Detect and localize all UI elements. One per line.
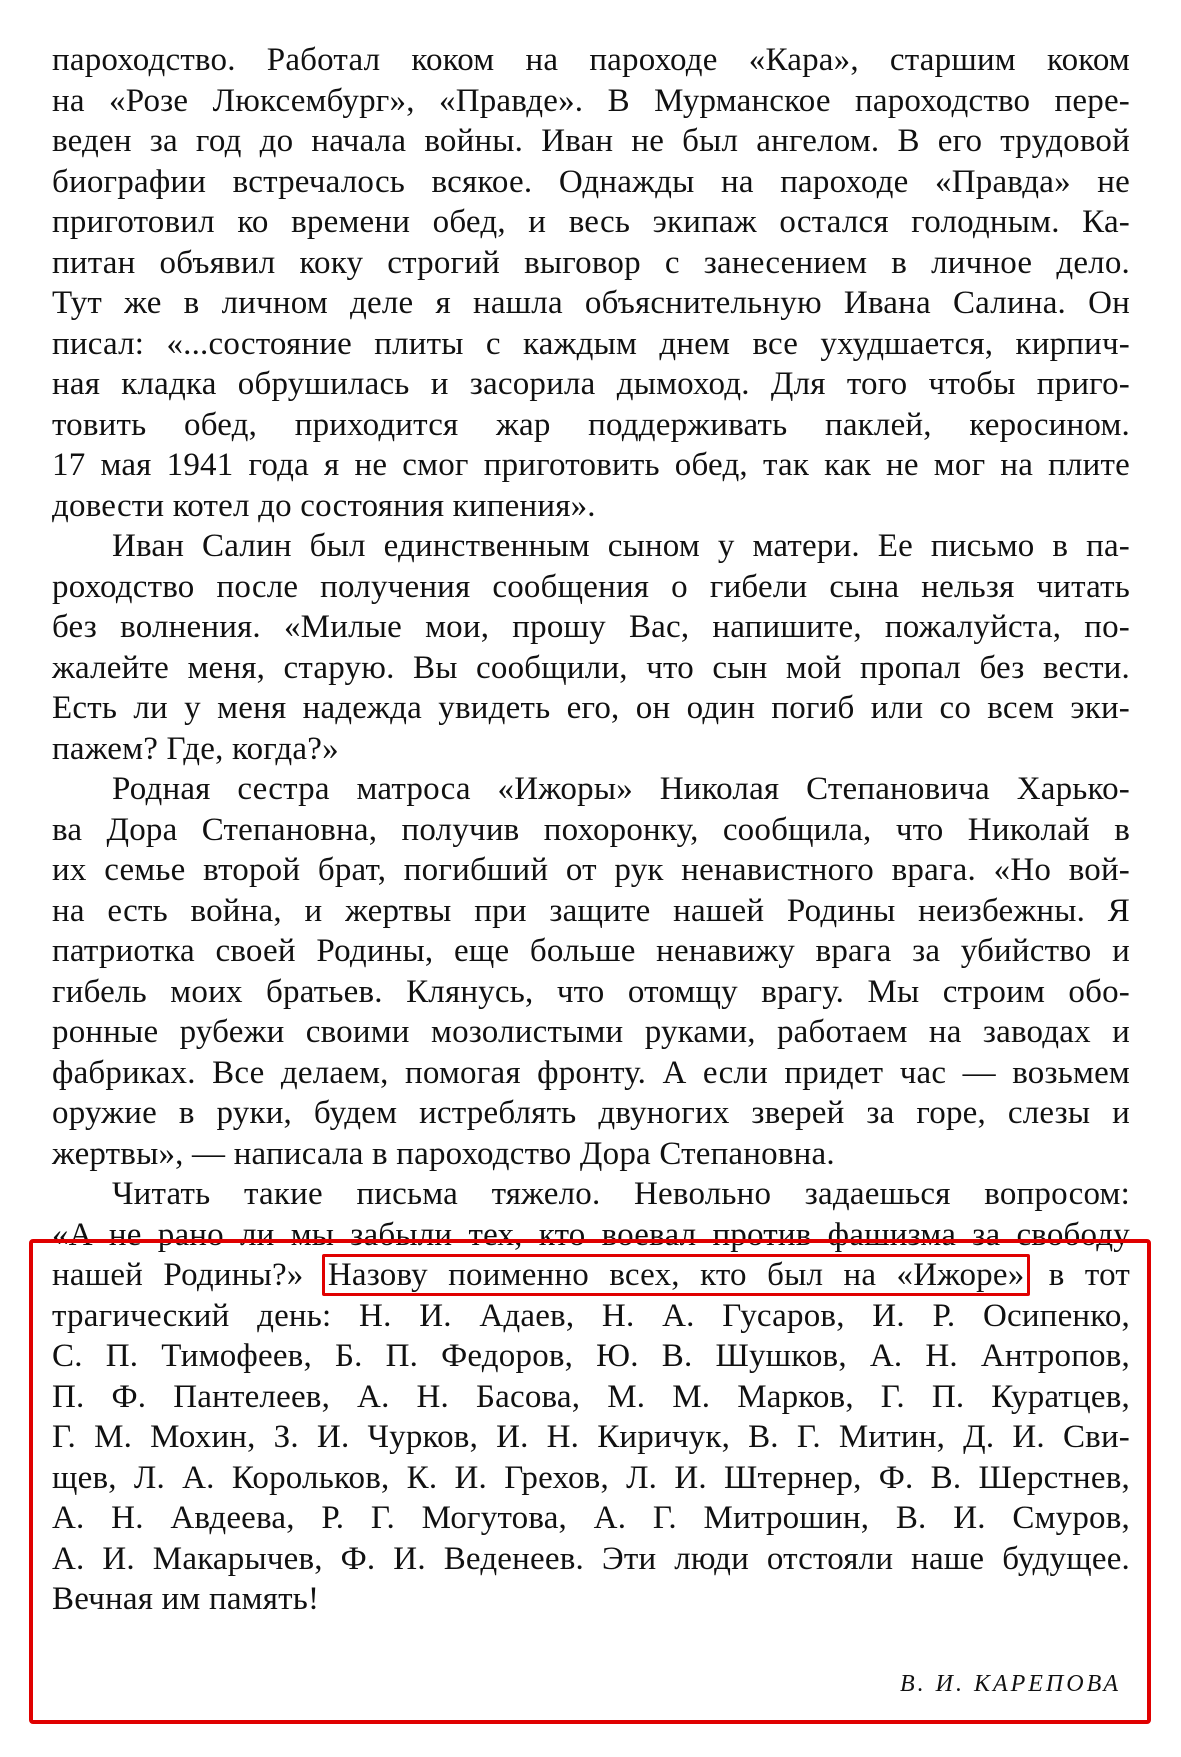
text-line: гибель моих братьев. Клянусь, что отомщу врагу. Мы строим обо- — [52, 973, 1130, 1010]
text-line-highlighted: «А не рано ли мы забыли тех, кто воевал против фашизма за свободу — [52, 1216, 1130, 1253]
text-line: без волнения. «Милые мои, прошу Вас, напишите, пожалуйста, по- — [52, 609, 1130, 645]
text-line: ронные рубежи своими мозолистыми руками, работаем на заводах и — [52, 1014, 1130, 1050]
text-line-highlighted: П. Ф. Пантелеев, А. Н. Басова, М. М. Марков, Г. П. Куратцев, — [52, 1378, 1130, 1415]
text-line: Иван Салин был единственным сыном у матери. Ее письмо в па- — [112, 528, 1130, 564]
text-line: патриотка своей Родины, еще больше ненавижу врага за убийство и — [52, 933, 1130, 969]
text-line: ная кладка обрушилась и засорила дымоход. Для того чтобы приго- — [52, 366, 1130, 402]
text-line: веден за год до начала войны. Иван не был ангелом. В его трудовой — [52, 123, 1130, 159]
text-line-highlighted: С. П. Тимофеев, Б. П. Федоров, Ю. В. Шушков, А. Н. Антропов, — [52, 1338, 1130, 1374]
text-line: биографии встречалось всякое. Однажды на пароходе «Правда» не — [52, 163, 1130, 200]
text-line: их семье второй брат, погибший от рук ненавистного врага. «Но вой- — [52, 852, 1130, 888]
text-line: пажем? Где, когда?» — [52, 730, 339, 767]
text-line-highlighted: трагический день: Н. И. Адаев, Н. А. Гусаров, И. Р. Осипенко, — [52, 1297, 1130, 1334]
highlight-box — [29, 1239, 1151, 1724]
text-line: Тут же в личном деле я нашла объяснительную Ивана Салина. Он — [52, 285, 1130, 321]
text-line-highlighted: А. Н. Авдеева, Р. Г. Могутова, А. Г. Митрошин, В. И. Смуров, — [52, 1500, 1130, 1536]
text-fragment: в тот — [1048, 1257, 1130, 1293]
text-line: Есть ли у меня надежда увидеть его, он один погиб или со всем эки- — [52, 690, 1130, 726]
text-line-highlighted: Г. М. Мохин, З. И. Чурков, И. Н. Киричук, В. Г. Митин, Д. И. Сви- — [52, 1419, 1130, 1455]
text-line: оружие в руки, будем истреблять двуногих зверей за горе, слезы и — [52, 1095, 1130, 1131]
text-line: Читать такие письма тяжело. Невольно задаешься вопросом: — [112, 1176, 1130, 1212]
text-line: ва Дора Степановна, получив похоронку, сообщила, что Николай в — [52, 811, 1130, 848]
text-line-highlighted: щев, Л. А. Корольков, К. И. Грехов, Л. И. Штернер, Ф. В. Шерстнев, — [52, 1459, 1130, 1496]
text-line: довести котел до состояния кипения». — [52, 487, 596, 524]
text-line-highlighted: А. И. Макарычев, Ф. И. Веденеев. Эти люди отстояли наше будущее. — [52, 1540, 1130, 1577]
text-line: жертвы», — написала в пароходство Дора Степановна. — [52, 1135, 835, 1172]
text-line: приготовил ко времени обед, и весь экипаж остался голодным. Ка- — [52, 204, 1130, 240]
text-fragment: нашей Родины?» — [52, 1257, 304, 1293]
text-line: на есть война, и жертвы при защите нашей Родины неизбежны. Я — [52, 892, 1130, 929]
text-line: жалейте меня, старую. Вы сообщили, что сын мой пропал без вести. — [52, 649, 1130, 686]
text-line: Родная сестра матроса «Ижоры» Николая Степановича Харько- — [112, 771, 1130, 807]
text-line: питан объявил коку строгий выговор с занесением в личное дело. — [52, 244, 1130, 281]
text-line-highlighted: Вечная им память! — [52, 1581, 320, 1617]
text-line: роходство после получения сообщения о гибели сына нельзя читать — [52, 568, 1130, 605]
author-signature: В. И. КАРЕПОВА — [900, 1671, 1121, 1697]
text-line: пароходство. Работал коком на пароходе «Кара», старшим коком — [52, 42, 1130, 78]
text-line: товить обед, приходится жар поддерживать паклей, керосином. — [52, 406, 1130, 443]
text-line: 17 мая 1941 года я не смог приготовить обед, так как не мог на плите — [52, 447, 1130, 483]
text-line: писал: «...состояние плиты с каждым днем все ухудшается, кирпич- — [52, 325, 1130, 362]
highlighted-phrase: Назову поименно всех, кто был на «Ижоре» — [322, 1254, 1031, 1296]
text-line: фабриках. Все делаем, помогая фронту. А если придет час — возьмем — [52, 1054, 1130, 1091]
text-line: на «Розе Люксембург», «Правде». В Мурманское пароходство пере- — [52, 82, 1130, 119]
